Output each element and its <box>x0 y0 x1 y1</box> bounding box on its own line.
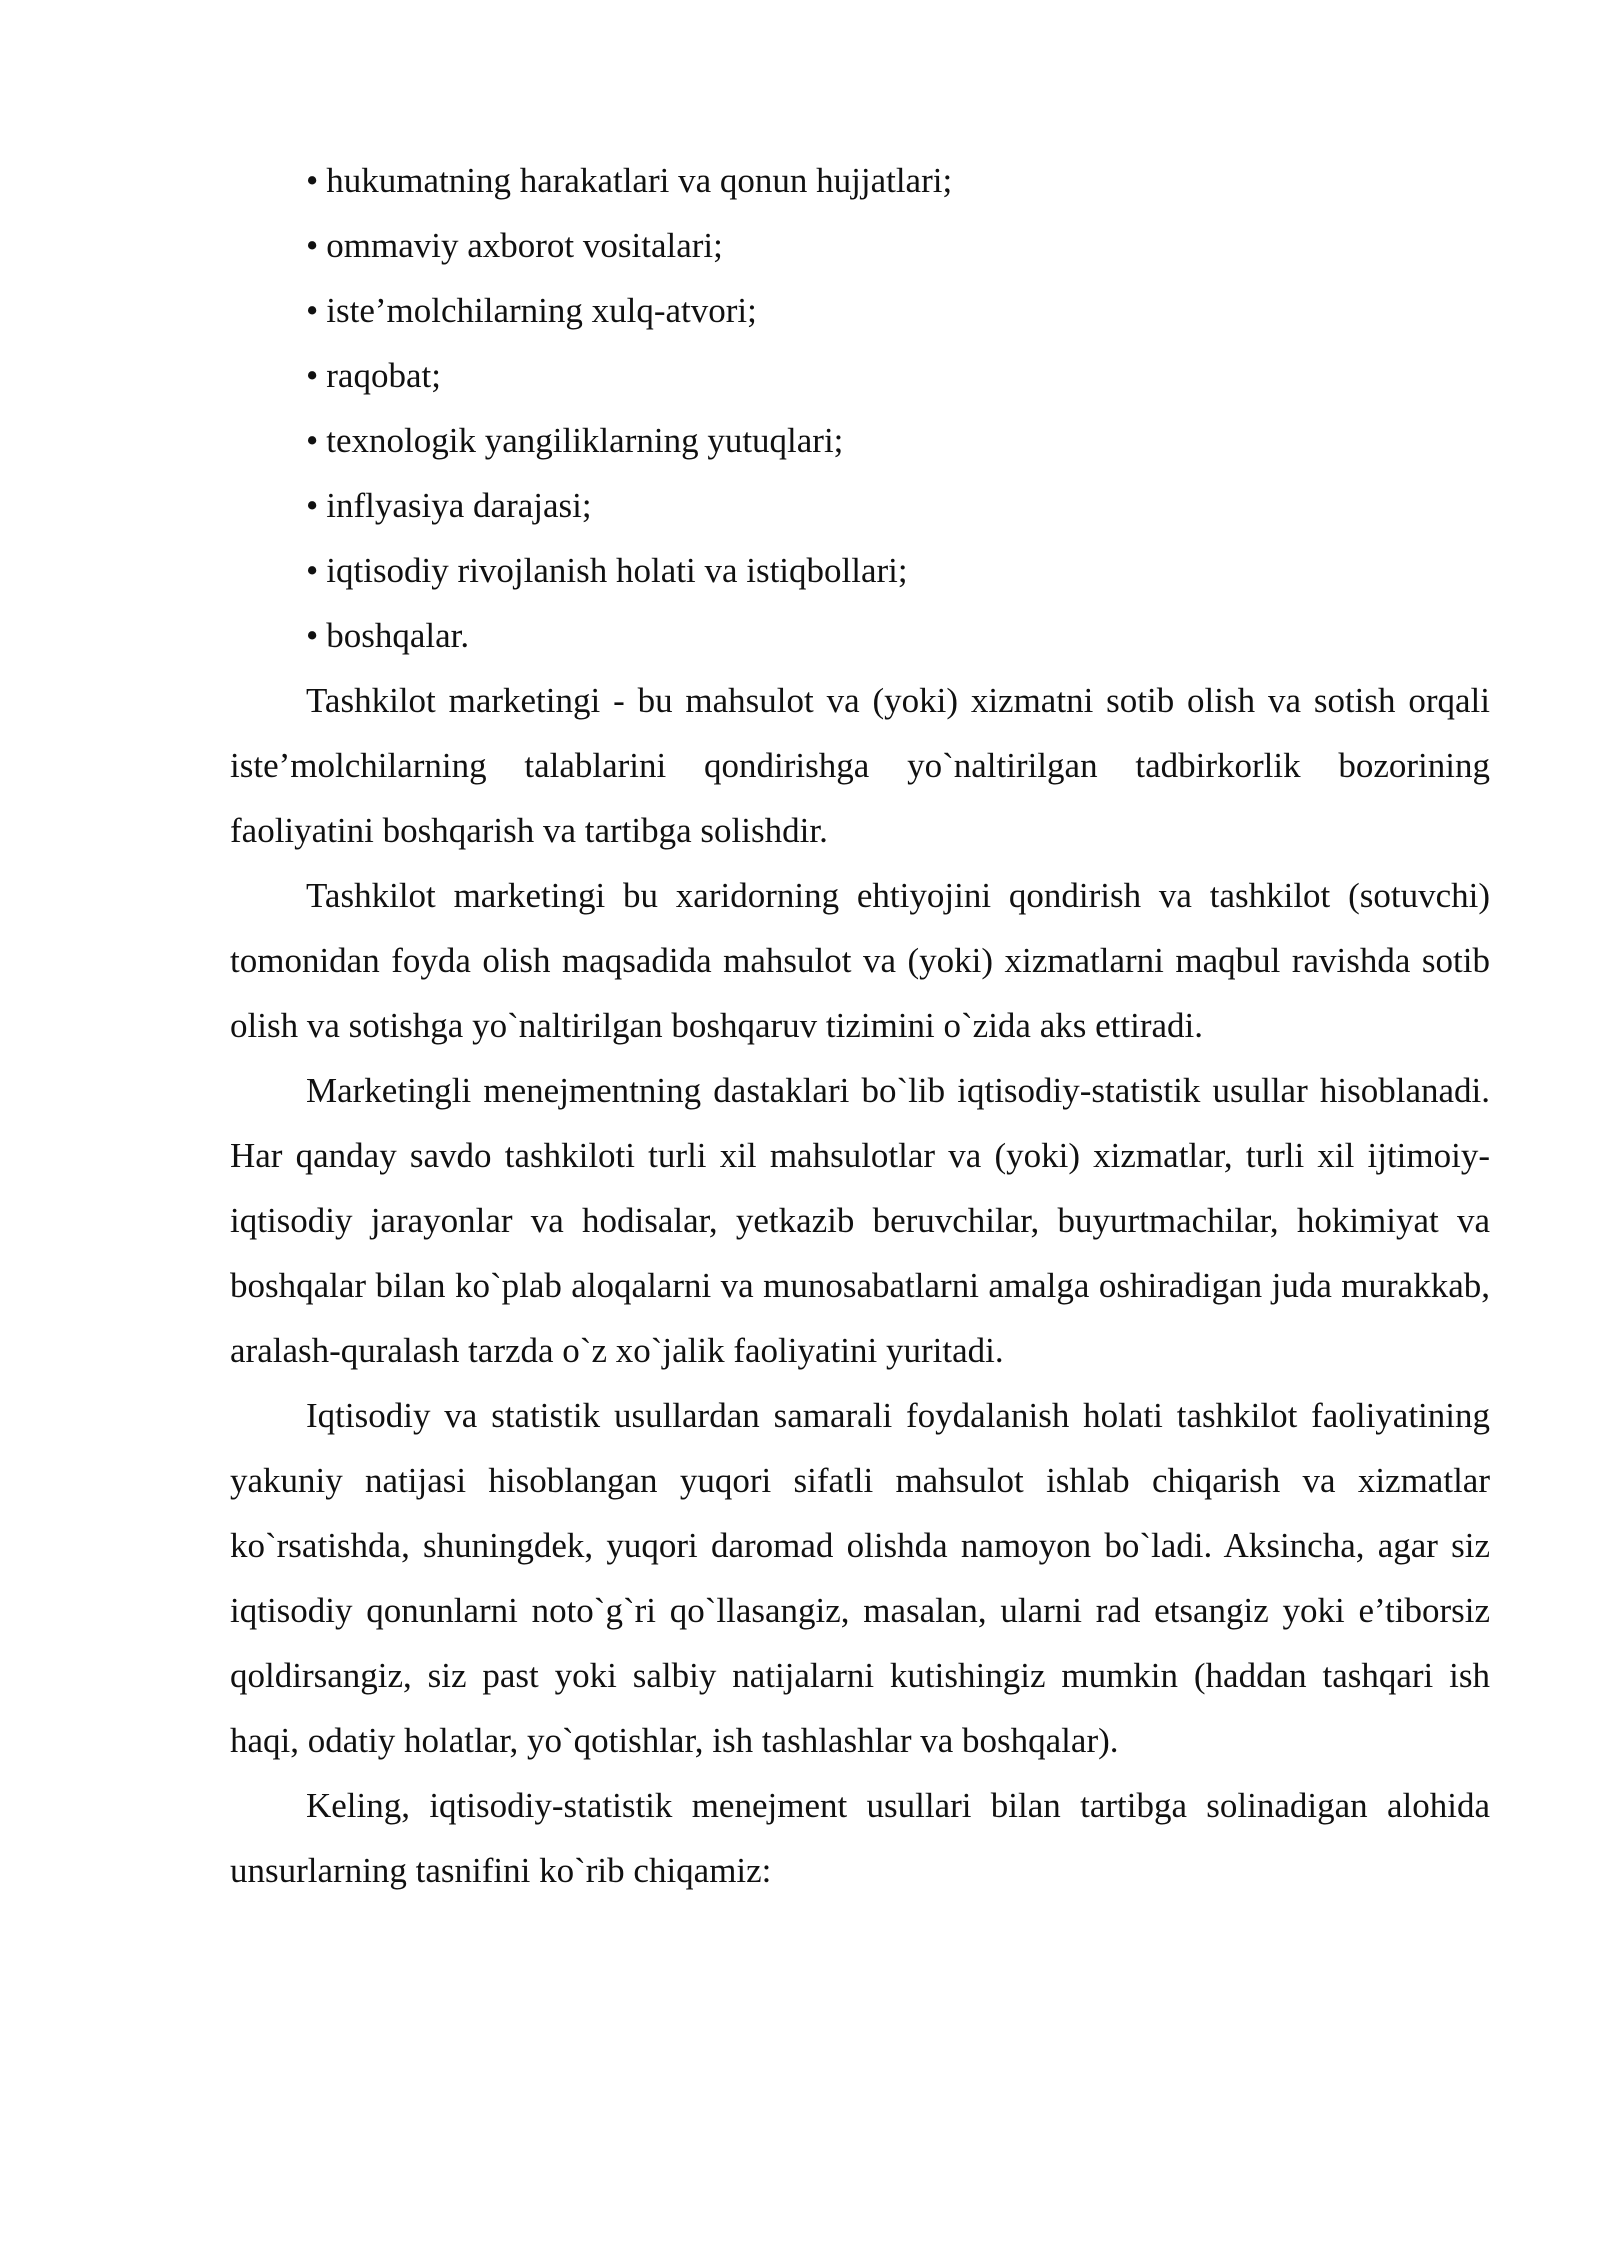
paragraph-marketing-system: Tashkilot marketingi bu xaridorning ehtiyojini qondirish va tashkilot (sotuvchi) tomonidan foyda olish maqsadida mahsulot va (yoki) xizmatlarni maqbul ravishda sotib olish va sotishga yo`naltirilgan boshqaruv tizimini o`zida aks ettiradi. <box>230 876 1490 1045</box>
paragraph-marketing-tools: Marketingli menejmentning dastaklari bo`lib iqtisodiy-statistik usullar hisoblanadi. Har qanday savdo tashkiloti turli xil mahsulotlar va (yoki) xizmatlar, turli xil ijtimoiy-iqtisodiy jarayonlar va hodisalar, yetkazib beruvchilar, buyurtmachilar, hokimiyat va boshqalar bilan ko`plab aloqalarni va munosabatlarni amalga oshiradigan juda murakkab, aralash-quralash tarzda o`z xo`jalik faoliyatini yuritadi. <box>230 1071 1490 1370</box>
bullet-item <box>230 213 1490 278</box>
bullet-text: boshqalar. <box>326 616 470 655</box>
bullet-item <box>230 148 1490 213</box>
bullet-text: iste’molchilarning xulq-atvori; <box>326 291 757 330</box>
bullet-text: iqtisodiy rivojlanish holati va istiqbollari; <box>326 551 908 590</box>
paragraph-classification-intro: Keling, iqtisodiy-statistik menejment usullari bilan tartibga solinadigan alohida unsurlarning tasnifini ko`rib chiqamiz: <box>230 1786 1490 1890</box>
bullet-item <box>230 473 1490 538</box>
bullet-text: texnologik yangiliklarning yutuqlari; <box>326 421 844 460</box>
bullet-icon: • <box>306 616 319 655</box>
bullet-icon: • <box>306 421 319 460</box>
bullet-icon: • <box>306 486 319 525</box>
bullet-item <box>230 603 1490 668</box>
bullet-icon: • <box>306 291 319 330</box>
bullet-text: ommaviy axborot vositalari; <box>326 226 723 265</box>
bullet-item <box>230 343 1490 408</box>
bullet-icon: • <box>306 356 319 395</box>
bullet-item <box>230 538 1490 603</box>
document-body <box>230 148 1490 1903</box>
bullet-item <box>230 408 1490 473</box>
bullet-text: raqobat; <box>326 356 441 395</box>
bullet-text: hukumatning harakatlari va qonun hujjatlari; <box>326 161 953 200</box>
bullet-icon: • <box>306 161 319 200</box>
paragraph-economic-methods: Iqtisodiy va statistik usullardan samarali foydalanish holati tashkilot faoliyatining yakuniy natijasi hisoblangan yuqori sifatli mahsulot ishlab chiqarish va xizmatlar ko`rsatishda, shuningdek, yuqori daromad olishda namoyon bo`ladi. Aksincha, agar siz iqtisodiy qonunlarni noto`g`ri qo`llasangiz, masalan, ularni rad etsangiz yoki e’tiborsiz qoldirsangiz, siz past yoki salbiy natijalarni kutishingiz mumkin (haddan tashqari ish haqi, odatiy holatlar, yo`qotishlar, ish tashlashlar va boshqalar). <box>230 1396 1490 1760</box>
bullet-icon: • <box>306 551 319 590</box>
paragraph-marketing-definition: Tashkilot marketingi - bu mahsulot va (yoki) xizmatni sotib olish va sotish orqali iste’molchilarning talablarini qondirishga yo`naltirilgan tadbirkorlik bozorining faoliyatini boshqarish va tartibga solishdir. <box>230 681 1490 850</box>
bullet-text: inflyasiya darajasi; <box>326 486 592 525</box>
bullet-item <box>230 278 1490 343</box>
bullet-icon: • <box>306 226 319 265</box>
bullet-list <box>230 148 1490 668</box>
